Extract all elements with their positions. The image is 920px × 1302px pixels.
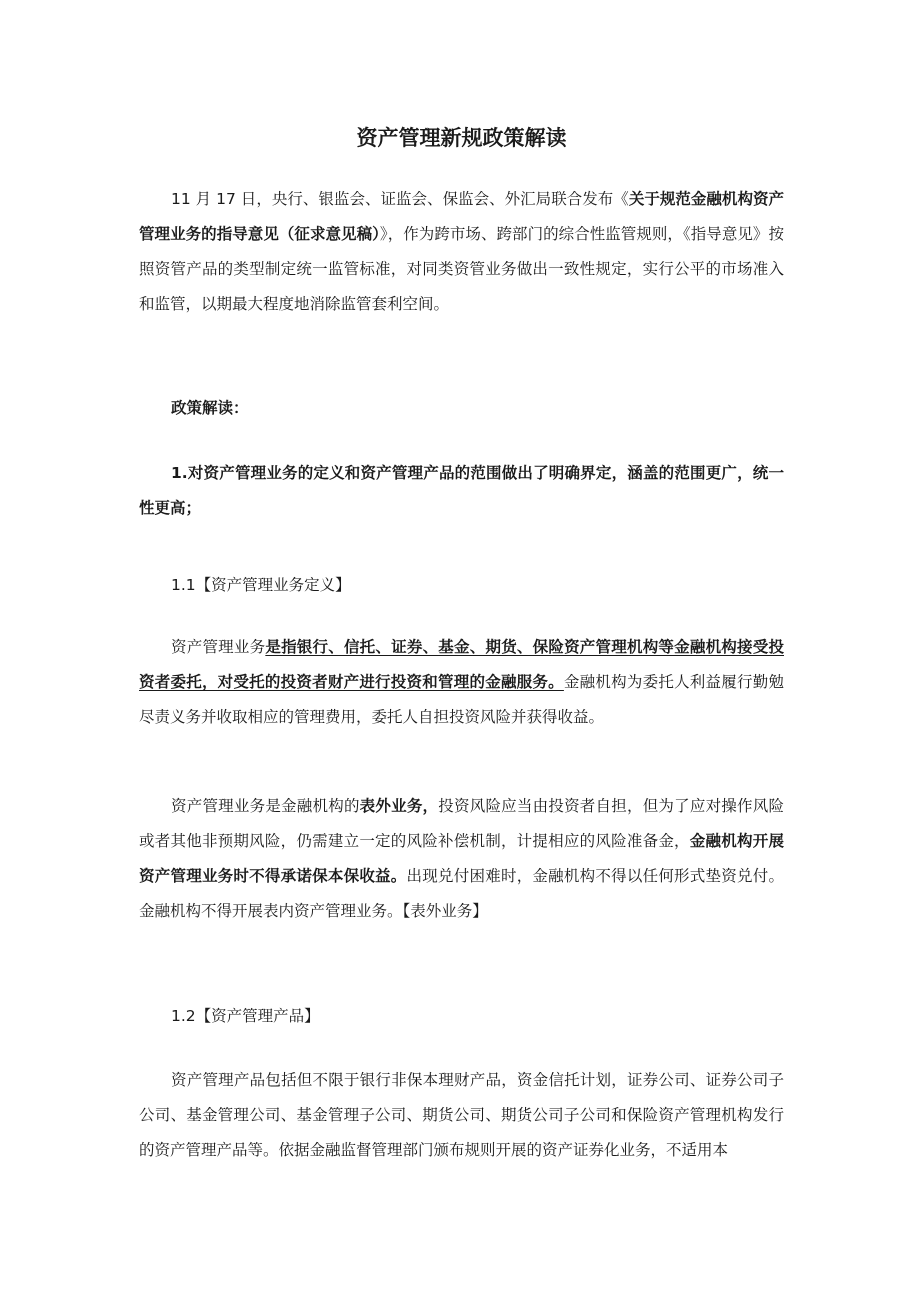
no-guarantee-emphasis: 金融机构开展资产管理业务时不得承诺保本保收益。	[139, 832, 784, 885]
definition-text-1: 资产管理业务	[171, 638, 266, 656]
section-1-heading: 1.对资产管理业务的定义和资产管理产品的范围做出了明确界定，涵盖的范围更广，统一性更高；	[139, 464, 784, 517]
document-title: 资产管理新规政策解读	[356, 126, 567, 150]
off-balance-paragraph	[139, 789, 784, 929]
off-balance-text-2: 投资风险应当由投资者自担，但为了应对操作风险或者其他非预期风险，仍需建立一定的风险补偿机制，计提相应的风险准备金，	[139, 797, 784, 850]
intro-text-2: 》，作为跨市场、跨部门的综合性监管规则，《指导意见》按照资管产品的类型制定统一监管标准，对同类资管业务做出一致性规定，实行公平的市场准入和监管，以期最大程度地消除监管套利空间。	[139, 225, 784, 313]
policy-heading: 政策解读：	[171, 399, 249, 417]
off-balance-text-3: 出现兑付困难时，金融机构不得以任何形式垫资兑付。金融机构不得开展表内资产管理业务。【表外业务】	[139, 867, 784, 920]
intro-doc-name: 关于规范金融机构资产管理业务的指导意见（征求意见稿）	[139, 190, 784, 243]
off-balance-text-1: 资产管理业务是金融机构的	[171, 797, 360, 815]
definition-text-2: 金融机构为委托人利益履行勤勉尽责义务并收取相应的管理费用，委托人自担投资风险并获得收益。	[139, 673, 784, 726]
intro-text-1: 11 月 17 日，央行、银监会、证监会、保监会、外汇局联合发布《	[171, 190, 629, 208]
off-balance-emphasis: 表外业务，	[359, 797, 439, 815]
subsection-1-2-paragraph: 资产管理产品包括但不限于银行非保本理财产品，资金信托计划，证券公司、证券公司子公司、基金管理公司、基金管理子公司、期货公司、期货公司子公司和保险资产管理机构发行的资产管理产品等。依据金融监督管理部门颁布规则开展的资产证券化业务，不适用本	[139, 1071, 784, 1159]
subsection-1-2-heading: 1.2【资产管理产品】	[171, 1007, 320, 1025]
subsection-1-1-paragraph	[139, 630, 784, 735]
subsection-1-1-heading: 1.1【资产管理业务定义】	[171, 576, 351, 594]
intro-paragraph	[139, 182, 784, 322]
definition-emphasis: 是指银行、信托、证券、基金、期货、保险资产管理机构等金融机构接受投资者委托，对受托的投资者财产进行投资和管理的金融服务。	[139, 638, 784, 691]
